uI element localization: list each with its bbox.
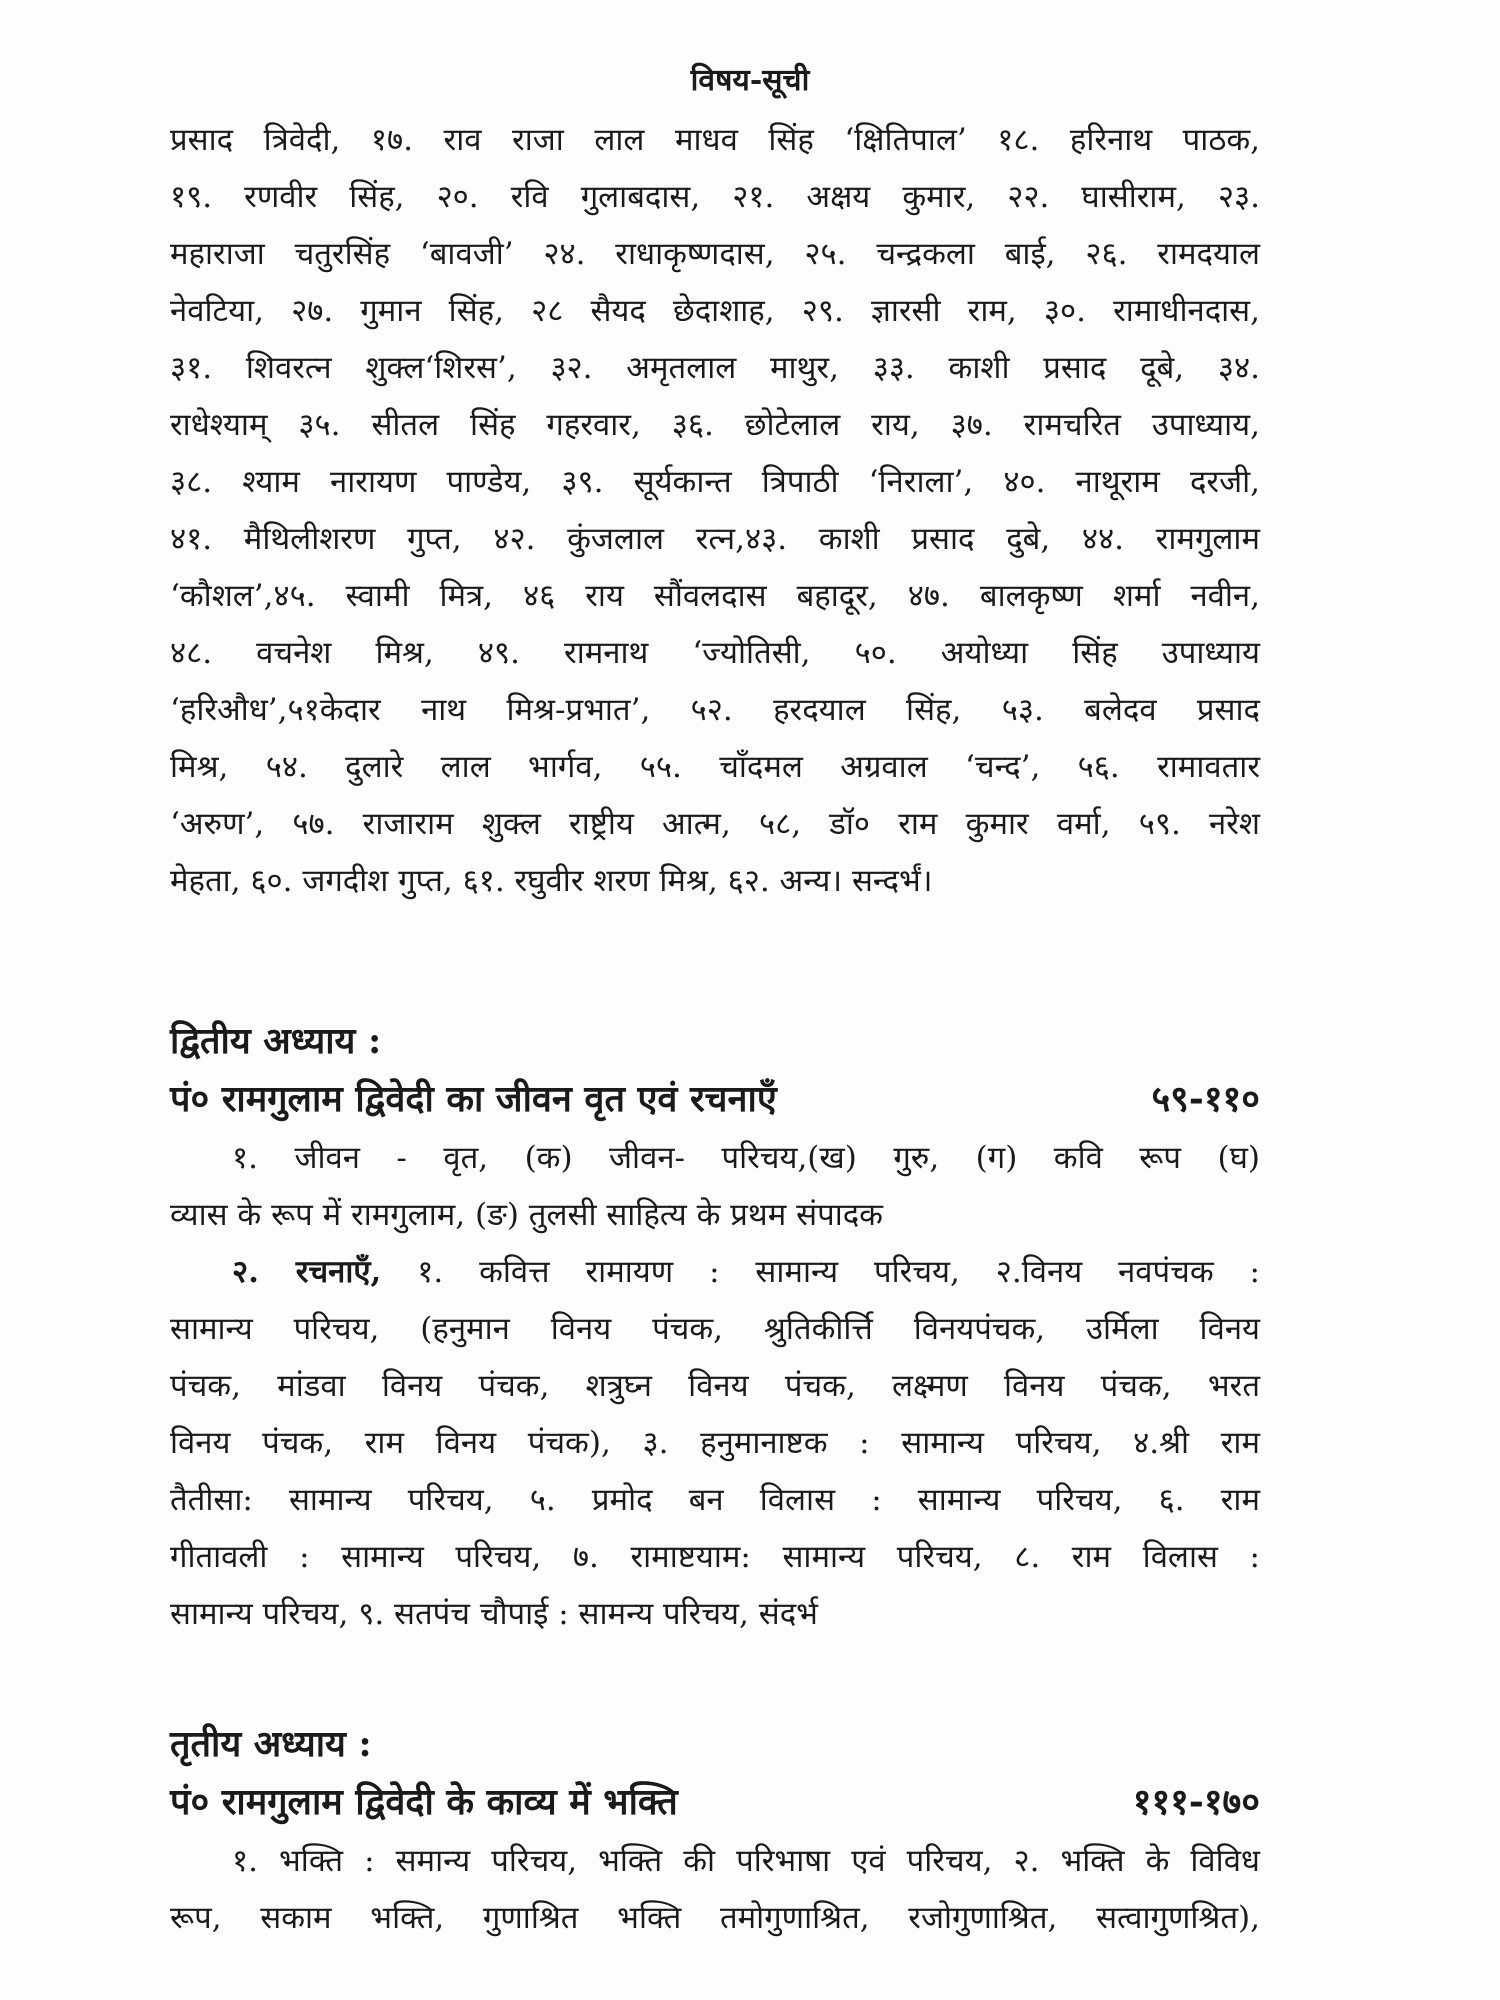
text-line: पंचक, मांडवा विनय पंचक, शत्रुघ्न विनय पंचक, लक्ष्मण विनय पंचक, भरत <box>170 1368 1260 1404</box>
text-line: मेहता, ६०. जगदीश गुप्त, ६१. रघुवीर शरण मिश्र, ६२. अन्य। सन्दर्भं। <box>170 863 933 899</box>
chapter-2-label: द्वितीय अध्याय : <box>170 1020 382 1062</box>
text-line: ‘अरुण’, ५७. राजाराम शुक्ल राष्ट्रीय आत्म, ५८, डॉ० राम कुमार वर्मा, ५९. नरेश <box>170 806 1260 842</box>
text-line: ३८. श्याम नारायण पाण्डेय, ३९. सूर्यकान्त त्रिपाठी ‘निराला’, ४०. नाथूराम दरजी, <box>170 464 1260 500</box>
running-head: विषय-सूची <box>690 63 810 98</box>
text-line: १९. रणवीर सिंह, २०. रवि गुलाबदास, २१. अक्षय कुमार, २२. घासीराम, २३. <box>170 179 1260 215</box>
chapter-2-title: पं० रामगुलाम द्विवेदी का जीवन वृत एवं रचनाएँ <box>170 1078 777 1120</box>
text-line: रूप, सकाम भक्ति, गुणाश्रित भक्ति तमोगुणाश्रित, रजोगुणाश्रित, सत्वागुणश्रित), <box>170 1900 1260 1936</box>
text-line: मिश्र, ५४. दुलारे लाल भार्गव, ५५. चाँदमल अग्रवाल ‘चन्द’, ५६. रामावतार <box>170 749 1260 785</box>
chapter-2-paragraph-1 <box>170 1130 1260 1244</box>
text-line: १. जीवन - वृत, (क) जीवन- परिचय,(ख) गुरु, (ग) कवि रूप (घ) <box>232 1140 1260 1176</box>
chapter-2-page-range: ५९-११० <box>1151 1078 1260 1120</box>
text-line: राधेश्याम् ३५. सीतल सिंह गहरवार, ३६. छोटेलाल राय, ३७. रामचरित उपाध्याय, <box>170 407 1260 443</box>
text-line: तैतीसा: सामान्य परिचय, ५. प्रमोद बन विलास : सामान्य परिचय, ६. राम <box>170 1482 1260 1518</box>
text-line: ३१. शिवरत्न शुक्ल‘शिरस’, ३२. अमृतलाल माथुर, ३३. काशी प्रसाद दूबे, ३४. <box>170 350 1260 386</box>
chapter-3-heading <box>170 1773 1260 1831</box>
text-line: सामान्य परिचय, ९. सतपंच चौपाई : सामन्य परिचय, संदर्भ <box>170 1596 818 1632</box>
text-line: १. भक्ति : समान्य परिचय, भक्ति की परिभाषा एवं परिचय, २. भक्ति के विविध <box>232 1843 1260 1879</box>
chapter-3-title: पं० रामगुलाम द्विवेदी के काव्य में भक्ति <box>170 1781 678 1823</box>
text-line: ‘हरिऔध’,५१केदार नाथ मिश्र-प्रभात’, ५२. हरदयाल सिंह, ५३. बलेदव प्रसाद <box>170 692 1260 728</box>
text-line: व्यास के रूप में रामगुलाम, (ङ) तुलसी साहित्य के प्रथम संपादक <box>170 1197 883 1233</box>
text-line: ‘कौशल’,४५. स्वामी मित्र, ४६ राय सौंवलदास बहादूर, ४७. बालकृष्ण शर्मा नवीन, <box>170 578 1260 614</box>
chapter-2-paragraph-2 <box>170 1244 1260 1643</box>
poet-list-continuation <box>170 112 1260 910</box>
text-line: गीतावली : सामान्य परिचय, ७. रामाष्टयाम: सामान्य परिचय, ८. राम विलास : <box>170 1539 1260 1575</box>
text-line: ४८. वचनेश मिश्र, ४९. रामनाथ ‘ज्योतिसी, ५०. अयोध्या सिंह उपाध्याय <box>170 635 1260 671</box>
chapter-2-section <box>170 1012 1260 1643</box>
chapter-3-paragraph-1 <box>170 1833 1260 1947</box>
text-line: सामान्य परिचय, (हनुमान विनय पंचक, श्रुतिकीर्त्ति विनयपंचक, उर्मिला विनय <box>170 1311 1260 1347</box>
chapter-2-heading <box>170 1070 1260 1128</box>
text-line: महाराजा चतुरसिंह ‘बावजी’ २४. राधाकृष्णदास, २५. चन्द्रकला बाई, २६. रामदयाल <box>170 236 1260 272</box>
text-line: प्रसाद त्रिवेदी, १७. राव राजा लाल माधव सिंह ‘क्षितिपाल’ १८. हरिनाथ पाठक, <box>170 122 1260 158</box>
chapter-3-page-range: १११-१७० <box>1132 1781 1260 1823</box>
chapter-3-label: तृतीय अध्याय : <box>170 1723 372 1765</box>
text-line <box>170 1244 1260 1301</box>
rachnayen-lead: २. रचनाएँ, <box>232 1254 382 1290</box>
text-line: विनय पंचक, राम विनय पंचक), ३. हनुमानाष्टक : सामान्य परिचय, ४.श्री राम <box>170 1425 1260 1461</box>
poet-list-paragraph <box>170 112 1260 910</box>
chapter-3-section <box>170 1715 1260 1947</box>
text-run: १. कवित्त रामायण : सामान्य परिचय, २.विनय नवपंचक : <box>381 1254 1260 1290</box>
text-line: ४१. मैथिलीशरण गुप्त, ४२. कुंजलाल रत्न,४३. काशी प्रसाद दुबे, ४४. रामगुलाम <box>170 521 1260 557</box>
text-line: नेवटिया, २७. गुमान सिंह, २८ सैयद छेदाशाह, २९. ज्ञारसी राम, ३०. रामाधीनदास, <box>170 293 1260 329</box>
